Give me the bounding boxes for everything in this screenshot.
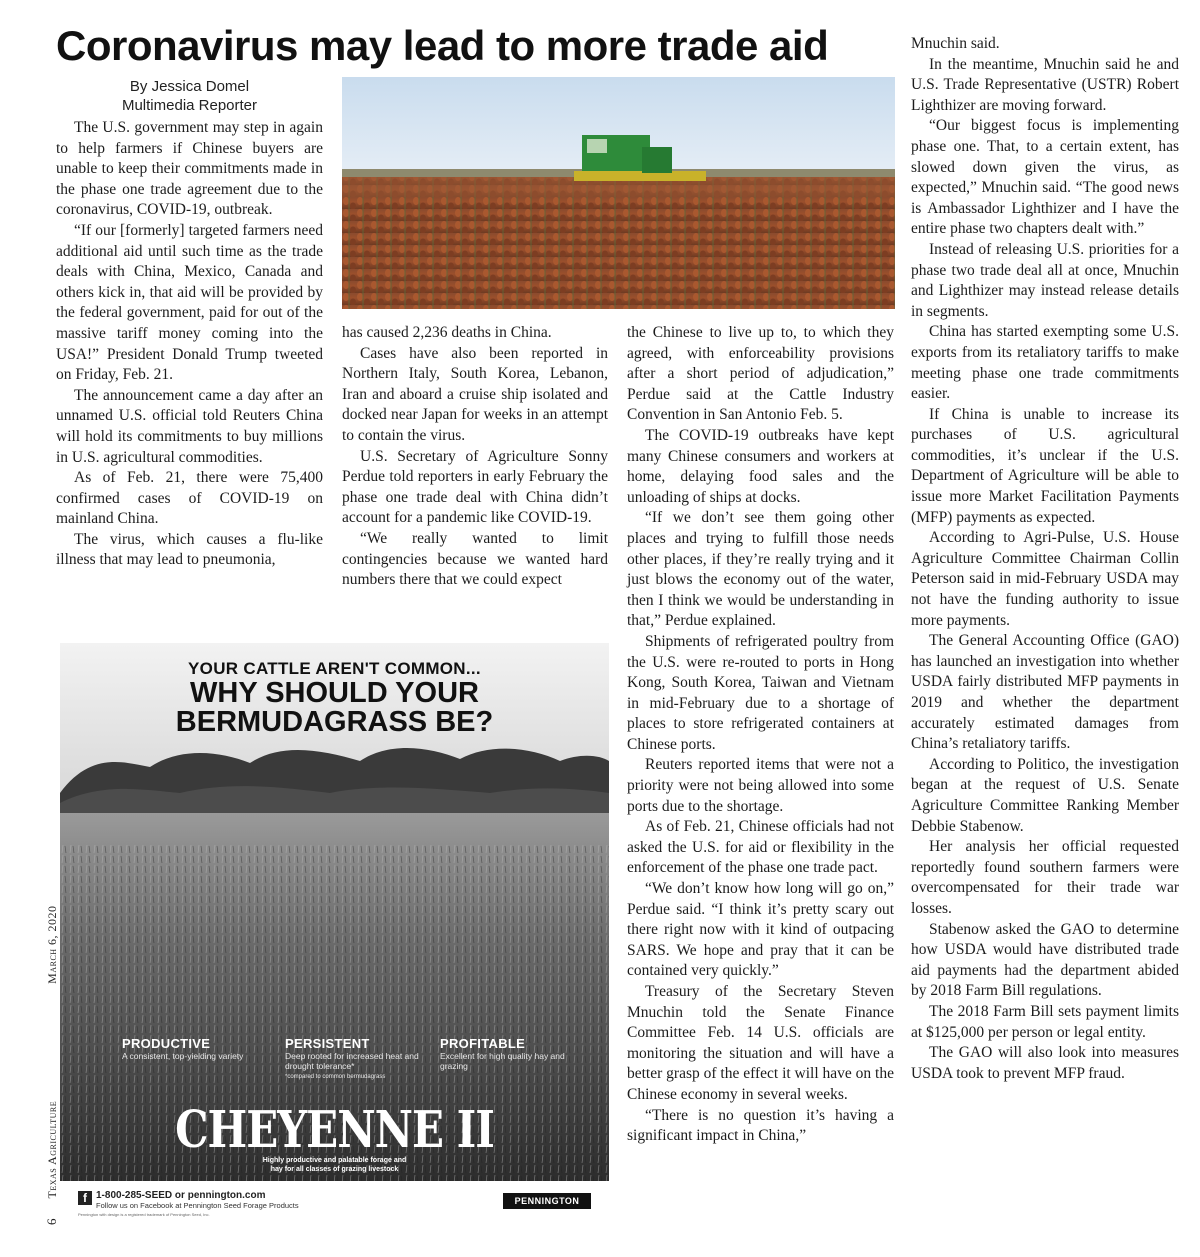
paragraph: The COVID-19 outbreaks have kept many Chinese consumers and workers at home, delaying food sales and the unloading of ships at docks. (627, 426, 894, 506)
facebook-icon[interactable]: f (78, 1191, 92, 1205)
paragraph: The announcement came a day after an unnamed U.S. official told Reuters China will hold its commitments to buy millions in U.S. agricultural commodities. (56, 386, 323, 466)
article-column-1 (56, 118, 323, 638)
paragraph: The U.S. government may step in again to help farmers if Chinese buyers are unable to keep their commitments made in the phase one trade agreement due to the coronavirus, COVID-19, outbreak. (56, 119, 323, 219)
feature-title: PERSISTENT (285, 1036, 370, 1051)
paragraph: The virus, which causes a flu-like illness that may lead to pneumonia, (56, 530, 323, 569)
product-tagline-line-1: Highly productive and palatable forage and (262, 1157, 407, 1164)
paragraph: The 2018 Farm Bill sets payment limits at $125,000 per person or legal entity. (911, 1002, 1179, 1041)
ad-footer (60, 1181, 609, 1240)
page-footer-label (44, 905, 60, 1225)
photo-image (342, 77, 895, 309)
ad-fine-print: Pennington with design is a registered trademark of Pennington Seed, Inc. (78, 1212, 210, 1217)
feature-persistent (285, 1036, 430, 1082)
paragraph: “If our [formerly] targeted farmers need additional aid until such time as the trade deals with China, Mexico, Canada and others kick in, that aid will be provided by the federal government, paid for out of the massive tariff money coming into the USA!” President Donald Trump tweeted on Friday, Feb. 21. (56, 221, 323, 384)
paragraph: has caused 2,236 deaths in China. (342, 324, 552, 341)
paragraph: “We really wanted to limit contingencies because we wanted hard numbers there that we could expect (342, 529, 608, 589)
byline-author: By Jessica Domel (129, 78, 250, 95)
paragraph: China has started exempting some U.S. exports from its retaliatory tariffs to make meeting phase one trade commitments easier. (911, 323, 1179, 403)
paragraph: the Chinese to live up to, to which they agreed, with enforceability provisions after a short period of adjudication,” Perdue said at the Cattle Industry Convention in San Antonio Feb. 5. (627, 324, 894, 424)
feature-desc: Deep rooted for increased heat and drought tolerance* (285, 1051, 419, 1071)
publication-name: Texas Agriculture (45, 1100, 59, 1199)
feature-title: PROFITABLE (440, 1036, 526, 1051)
product-brand-block (60, 1100, 609, 1174)
paragraph: In the meantime, Mnuchin said he and U.S. Trade Representative (USTR) Robert Lighthizer are moving forward. (911, 55, 1179, 114)
paragraph: U.S. Secretary of Agriculture Sonny Perdue told reporters in early February the phase one trade deal with China didn’t account for a pandemic like COVID-19. (342, 447, 608, 527)
paragraph: Mnuchin said. (911, 35, 1000, 52)
article-column-4 (911, 34, 1179, 1244)
product-logo: CHEYENNE II (175, 1100, 494, 1159)
ad-headline-block (60, 659, 609, 737)
feature-desc: Excellent for high quality hay and grazing (440, 1051, 565, 1071)
paragraph: Treasury of the Secretary Steven Mnuchin told the Senate Finance Committee Feb. 14 U.S. officials are monitoring the situation and will have a better grasp of the effect it will have on the Chinese economy in several weeks. (627, 983, 894, 1103)
paragraph: As of Feb. 21, Chinese officials had not asked the U.S. for aid or flexibility in the enforcement of the phase one trade pact. (627, 818, 894, 877)
paragraph: Shipments of refrigerated poultry from the U.S. were re-routed to ports in Hong Kong, South Korea, Taiwan and Vietnam in mid-February due to a shortage of places to store refrigerated containers at Chinese ports. (627, 632, 894, 753)
ad-headline-line-2: BERMUDAGRASS BE? (175, 706, 494, 738)
paragraph: The GAO will also look into measures USDA took to prevent MFP fraud. (911, 1044, 1179, 1082)
paragraph: “Our biggest focus is implementing phase one. That, to a certain extent, has slowed down given the virus, as expected,” Mnuchin said. “The good news is Ambassador Lighthizer and I have the entire phase two chapters dealt with.” (911, 117, 1179, 238)
combine-harvest-photo (342, 77, 895, 309)
paragraph: Instead of releasing U.S. priorities for a phase two trade deal all at once, Mnuchin and Lighthizer may instead release details in segments. (911, 240, 1179, 320)
paragraph: Her analysis her official requested reportedly found southern farmers were overcompensated for their trade war losses. (911, 838, 1179, 917)
byline (56, 77, 323, 115)
ad-headline-line-1: WHY SHOULD YOUR (190, 677, 479, 709)
paragraph: “If we don’t see them going other places and trying to fulfill those needs other places, if they’re really trying and it just blows the economy out of the water, then I think we would be understanding in that,” Perdue explained. (627, 509, 894, 630)
issue-date: March 6, 2020 (45, 905, 59, 984)
paragraph: If China is unable to increase its purchases of U.S. agricultural commodities, it’s unclear if the U.S. Department of Agriculture will be able to issue more Market Facilitation Payments (MFP) payments as expected. (911, 405, 1179, 526)
ad-contact-phone[interactable]: 1-800-285-SEED or pennington.com (96, 1190, 266, 1201)
byline-role: Multimedia Reporter (121, 97, 258, 114)
page-number: 6 (44, 1218, 59, 1225)
feature-desc: A consistent, top-yielding variety (122, 1051, 244, 1061)
pennington-logo: PENNINGTON (503, 1193, 591, 1209)
article-column-3 (627, 323, 894, 1238)
paragraph: The General Accounting Office (GAO) has launched an investigation into whether USDA fairly distributed MFP payments in 2019 and whether the department accurately estimated damages from China’s retaliatory tariffs. (911, 632, 1179, 753)
paragraph: According to Agri-Pulse, U.S. House Agriculture Committee Chairman Collin Peterson said in mid-February USDA may not have the funding authority to issue more payments. (911, 529, 1179, 629)
feature-productive (122, 1036, 272, 1061)
pennington-advertisement[interactable] (60, 643, 609, 1240)
paragraph: Reuters reported items that were not a priority were not being allowed into some ports due to the shortage. (627, 756, 894, 815)
paragraph: According to Politico, the investigation began at the request of U.S. Senate Agriculture Committee Ranking Member Debbie Stabenow. (911, 755, 1179, 835)
feature-profitable (440, 1036, 570, 1071)
ad-kicker: YOUR CATTLE AREN'T COMMON... (188, 659, 481, 678)
paragraph: Cases have also been reported in Northern Italy, South Korea, Lebanon, Iran and aboard a cruise ship isolated and docked near Japan for weeks in an attempt to contain the virus. (342, 344, 608, 444)
paragraph: Stabenow asked the GAO to determine how USDA would have distributed trade aid payments had the department abided by 2018 Farm Bill regulations. (911, 920, 1179, 1000)
feature-title: PRODUCTIVE (122, 1036, 211, 1051)
article-column-2 (342, 323, 608, 633)
feature-note: *compared to common bermudagrass (285, 1074, 386, 1080)
ad-facebook-text: Follow us on Facebook at Pennington Seed Forage Products (96, 1201, 299, 1210)
paragraph: “There is no question it’s having a significant impact in China,” (627, 1106, 894, 1145)
paragraph: As of Feb. 21, there were 75,400 confirmed cases of COVID-19 on mainland China. (56, 469, 323, 528)
headline: Coronavirus may lead to more trade aid (56, 22, 829, 69)
paragraph: “We don’t know how long will go on,” Perdue said. “I think it’s pretty scary out there right now with it kind of outpacing SARS. We hope and pray that it can be contained very quickly.” (627, 880, 894, 980)
product-tagline-line-2: hay for all classes of grazing livestock (270, 1166, 399, 1173)
